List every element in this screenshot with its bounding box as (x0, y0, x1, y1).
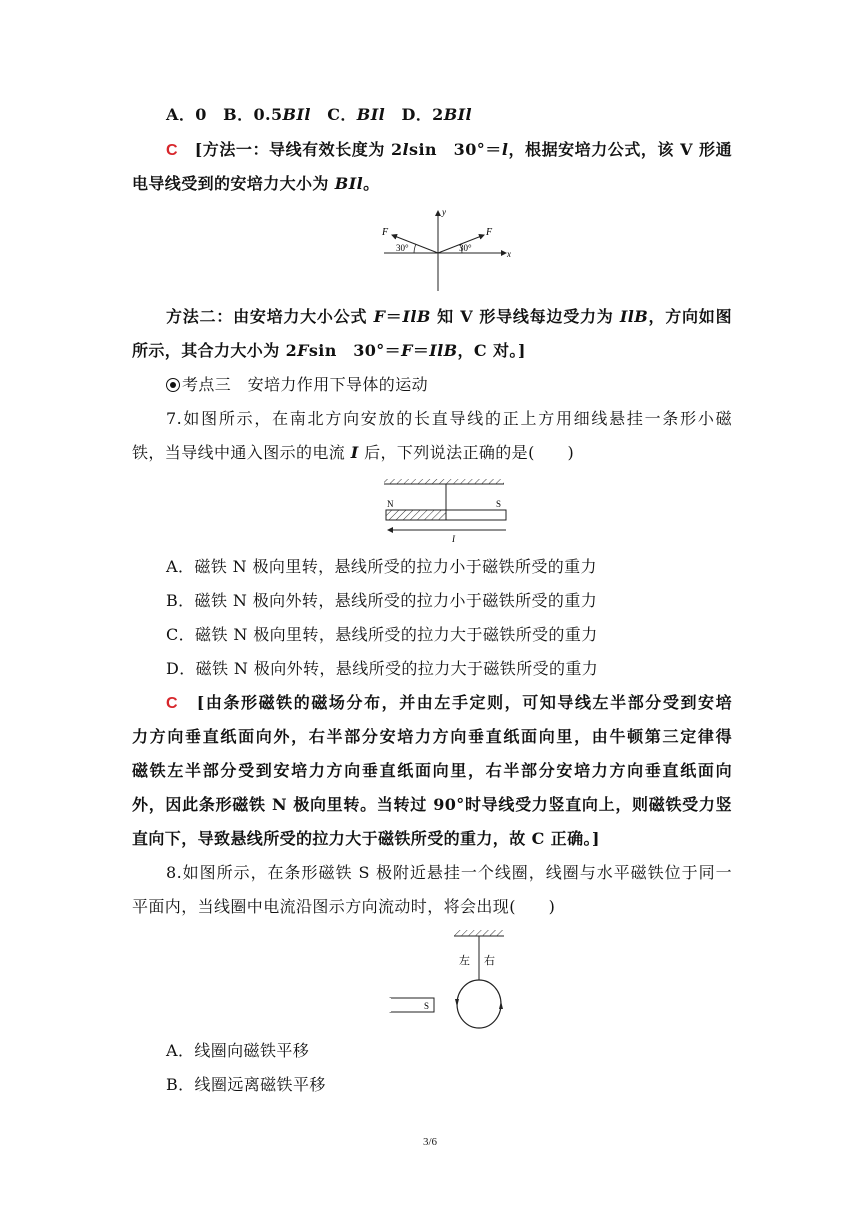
q6-answer-line1: C [方法一：导线有效长度为 2lsin 30°＝l，根据安培力公式，该 V 形通 (166, 140, 733, 159)
ceiling-hatch (384, 479, 504, 484)
q7-answer-line1: C [由条形磁铁的磁场分布，并由左手定则，可知导线左半部分受到安培 (166, 693, 732, 712)
force-diagram (378, 205, 518, 295)
page-number: 3/6 (422, 1136, 438, 1148)
label-angle-left: 30° (396, 243, 409, 253)
q7-option-d: D．磁铁 N 极向外转，悬线所受的拉力大于磁铁所受的重力 (166, 659, 599, 678)
ceiling-hatch (454, 930, 504, 936)
q6-method2-line2: 所示，其合力大小为 2Fsin 30°＝F＝IlB，C 对。] (132, 341, 526, 360)
q6-answer-line2: 电导线受到的安培力大小为 BIl。 (132, 174, 380, 193)
q7-answer-line4: 外，因此条形磁铁 N 极向里转。当转过 90°时导线受力竖直向上，则磁铁受力竖 (132, 795, 732, 814)
q7-answer-line2: 力方向垂直纸面向外，右半部分安培力方向垂直纸面向里，由牛顿第三定律得 (132, 727, 732, 746)
coil (457, 980, 501, 1028)
q6-option-b: B．0.5 (223, 105, 283, 124)
label-I: I (452, 534, 455, 544)
label-right: 右 (484, 955, 495, 967)
q6-option-d: D．2 (401, 105, 444, 124)
q6-option-c: C． (327, 105, 357, 124)
label-S: S (496, 499, 502, 509)
q6-options: A．0 B．0.5BIl C．BIl D．2BIl (166, 105, 472, 124)
q7-option-a: A．磁铁 N 极向里转，悬线所受的拉力小于磁铁所受的重力 (166, 557, 597, 576)
q6-option-a: A．0 (166, 105, 207, 124)
q6-method2-line1: 方法二：由安培力大小公式 F＝IlB 知 V 形导线每边受力为 IlB，方向如图 (166, 307, 732, 326)
q7-answer-letter: C (166, 695, 178, 712)
q7-stem-line2: 铁，当导线中通入图示的电流 I 后，下列说法正确的是( ) (132, 443, 575, 462)
magnet-n-half (386, 510, 446, 520)
label-angle-right: 30° (459, 243, 472, 253)
q7-option-c: C．磁铁 N 极向里转，悬线所受的拉力大于磁铁所受的重力 (166, 625, 598, 644)
q7-answer-line5: 直向下，导致悬线所受的拉力大于磁铁所受的重力，故 C 正确。] (132, 829, 600, 848)
label-y: y (442, 207, 446, 217)
magnet-s-half (446, 510, 506, 520)
label-N: N (387, 499, 394, 509)
q7-stem-line1: 7.如图所示，在南北方向安放的长直导线的正上方用细线悬挂一条形小磁 (166, 409, 732, 428)
bullet-target-icon (166, 378, 180, 392)
label-x: x (507, 249, 511, 259)
q8-option-b: B．线圈远离磁铁平移 (166, 1075, 326, 1094)
q7-option-b: B．磁铁 N 极向外转，悬线所受的拉力小于磁铁所受的重力 (166, 591, 598, 610)
coil-magnet-diagram (386, 926, 516, 1030)
label-S: S (424, 1001, 430, 1011)
label-F-left: F (382, 227, 389, 238)
q8-stem-line1: 8.如图所示，在条形磁铁 S 极附近悬挂一个线圈，线圈与水平磁铁位于同一 (166, 863, 732, 882)
section-title: 考点三 安培力作用下导体的运动 (182, 375, 429, 394)
current-arrow-left (455, 999, 459, 1007)
label-F-right: F (486, 227, 493, 238)
q8-option-a: A．线圈向磁铁平移 (166, 1041, 310, 1060)
q8-stem-line2: 平面内，当线圈中电流沿图示方向流动时，将会出现( ) (132, 897, 556, 916)
current-arrow-right (499, 1001, 503, 1009)
label-left: 左 (459, 955, 470, 967)
section-heading (166, 374, 732, 396)
magnet-wire-diagram (376, 476, 516, 546)
q7-answer-line3: 磁铁左半部分受到安培力方向垂直纸面向里，右半部分安培力方向垂直纸面向 (132, 761, 732, 780)
q6-answer-letter: C (166, 142, 178, 159)
